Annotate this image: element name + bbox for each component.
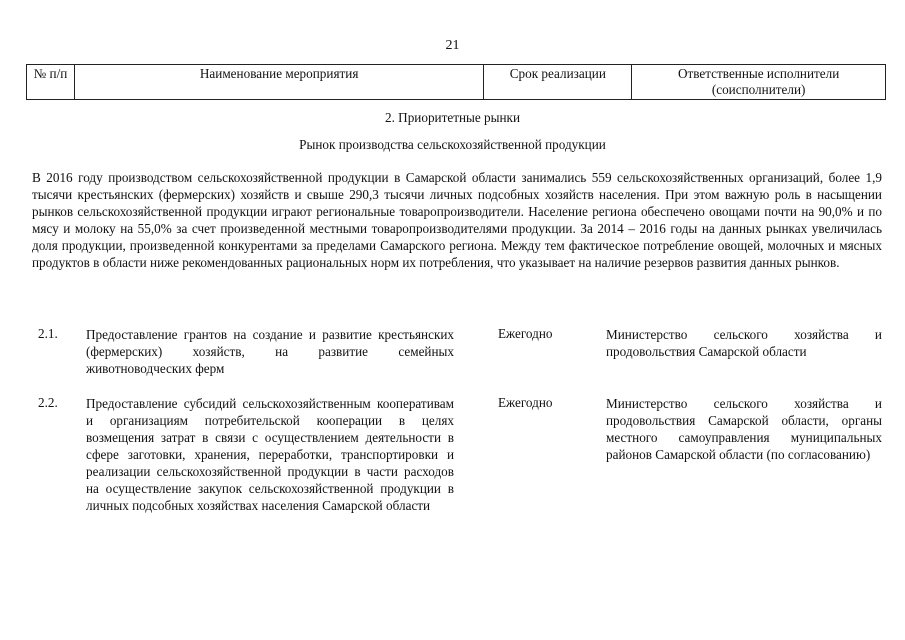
- subsection-title: Рынок производства сельскохозяйственной продукции: [299, 137, 606, 152]
- table-header-row: [27, 65, 886, 100]
- header-responsible: Ответственные исполнители (соисполнители): [632, 65, 886, 100]
- row-responsible: Министерство сельского хозяйства и продовольствия Самарской области: [606, 327, 882, 359]
- row-measure-name: Предоставление субсидий сельскохозяйственным кооперативам и организациям потребительской кооперации в целях возмещения затрат в связи с осуществлением деятельности в сфере заготовки, хранения, переработки, транспортировки и реализации сельскохозяйственной продукции в части расходов на осуществление закупок сельскохозяйственной продукции в личных подсобных хозяйствах населения Самарской области: [86, 396, 454, 513]
- row-responsible: Министерство сельского хозяйства и продовольствия Самарской области, органы местного самоуправления муниципальных районов Самарской области (по согласованию): [606, 396, 882, 462]
- page-number: 21: [445, 38, 460, 53]
- intro-paragraph: В 2016 году производством сельскохозяйственной продукции в Самарской области занимались 559 сельскохозяйственных организаций, более 1,9 тысячи крестьянских (фермерских) хозяйств и свыше 290,3 тысячи личных подсобных хозяйств населения. При этом важную роль в насыщении рынков сельскохозяйственной продукции играют региональные товаропроизводители. Население региона обеспечено овощами почти на 90,0% и по мясу и молоку на 55,0% за счет произведенной местными товаропроизводителями продукции. За 2014 – 2016 годы на данных рынках увеличилась доля продукции, произведенной конкурентами за пределами Самарского региона. Между тем фактическое потребление овощей, молочных и мясных продуктов в области ниже рекомендованных рациональных норм их потребления, что указывает на наличие резервов развития данных рынков.: [32, 170, 882, 270]
- row-number: 2.2.: [38, 395, 58, 410]
- section-title: 2. Приоритетные рынки: [384, 110, 521, 125]
- row-number: 2.1.: [38, 326, 58, 341]
- header-term: Срок реализации: [484, 65, 632, 100]
- row-term: Ежегодно: [498, 395, 553, 410]
- table-header: [26, 64, 886, 100]
- row-term: Ежегодно: [498, 326, 553, 341]
- header-name: Наименование мероприятия: [74, 65, 483, 100]
- row-measure-name: Предоставление грантов на создание и развитие крестьянских (фермерских) хозяйств, на развитие семейных животноводческих ферм: [86, 327, 454, 376]
- header-num: № п/п: [27, 65, 75, 100]
